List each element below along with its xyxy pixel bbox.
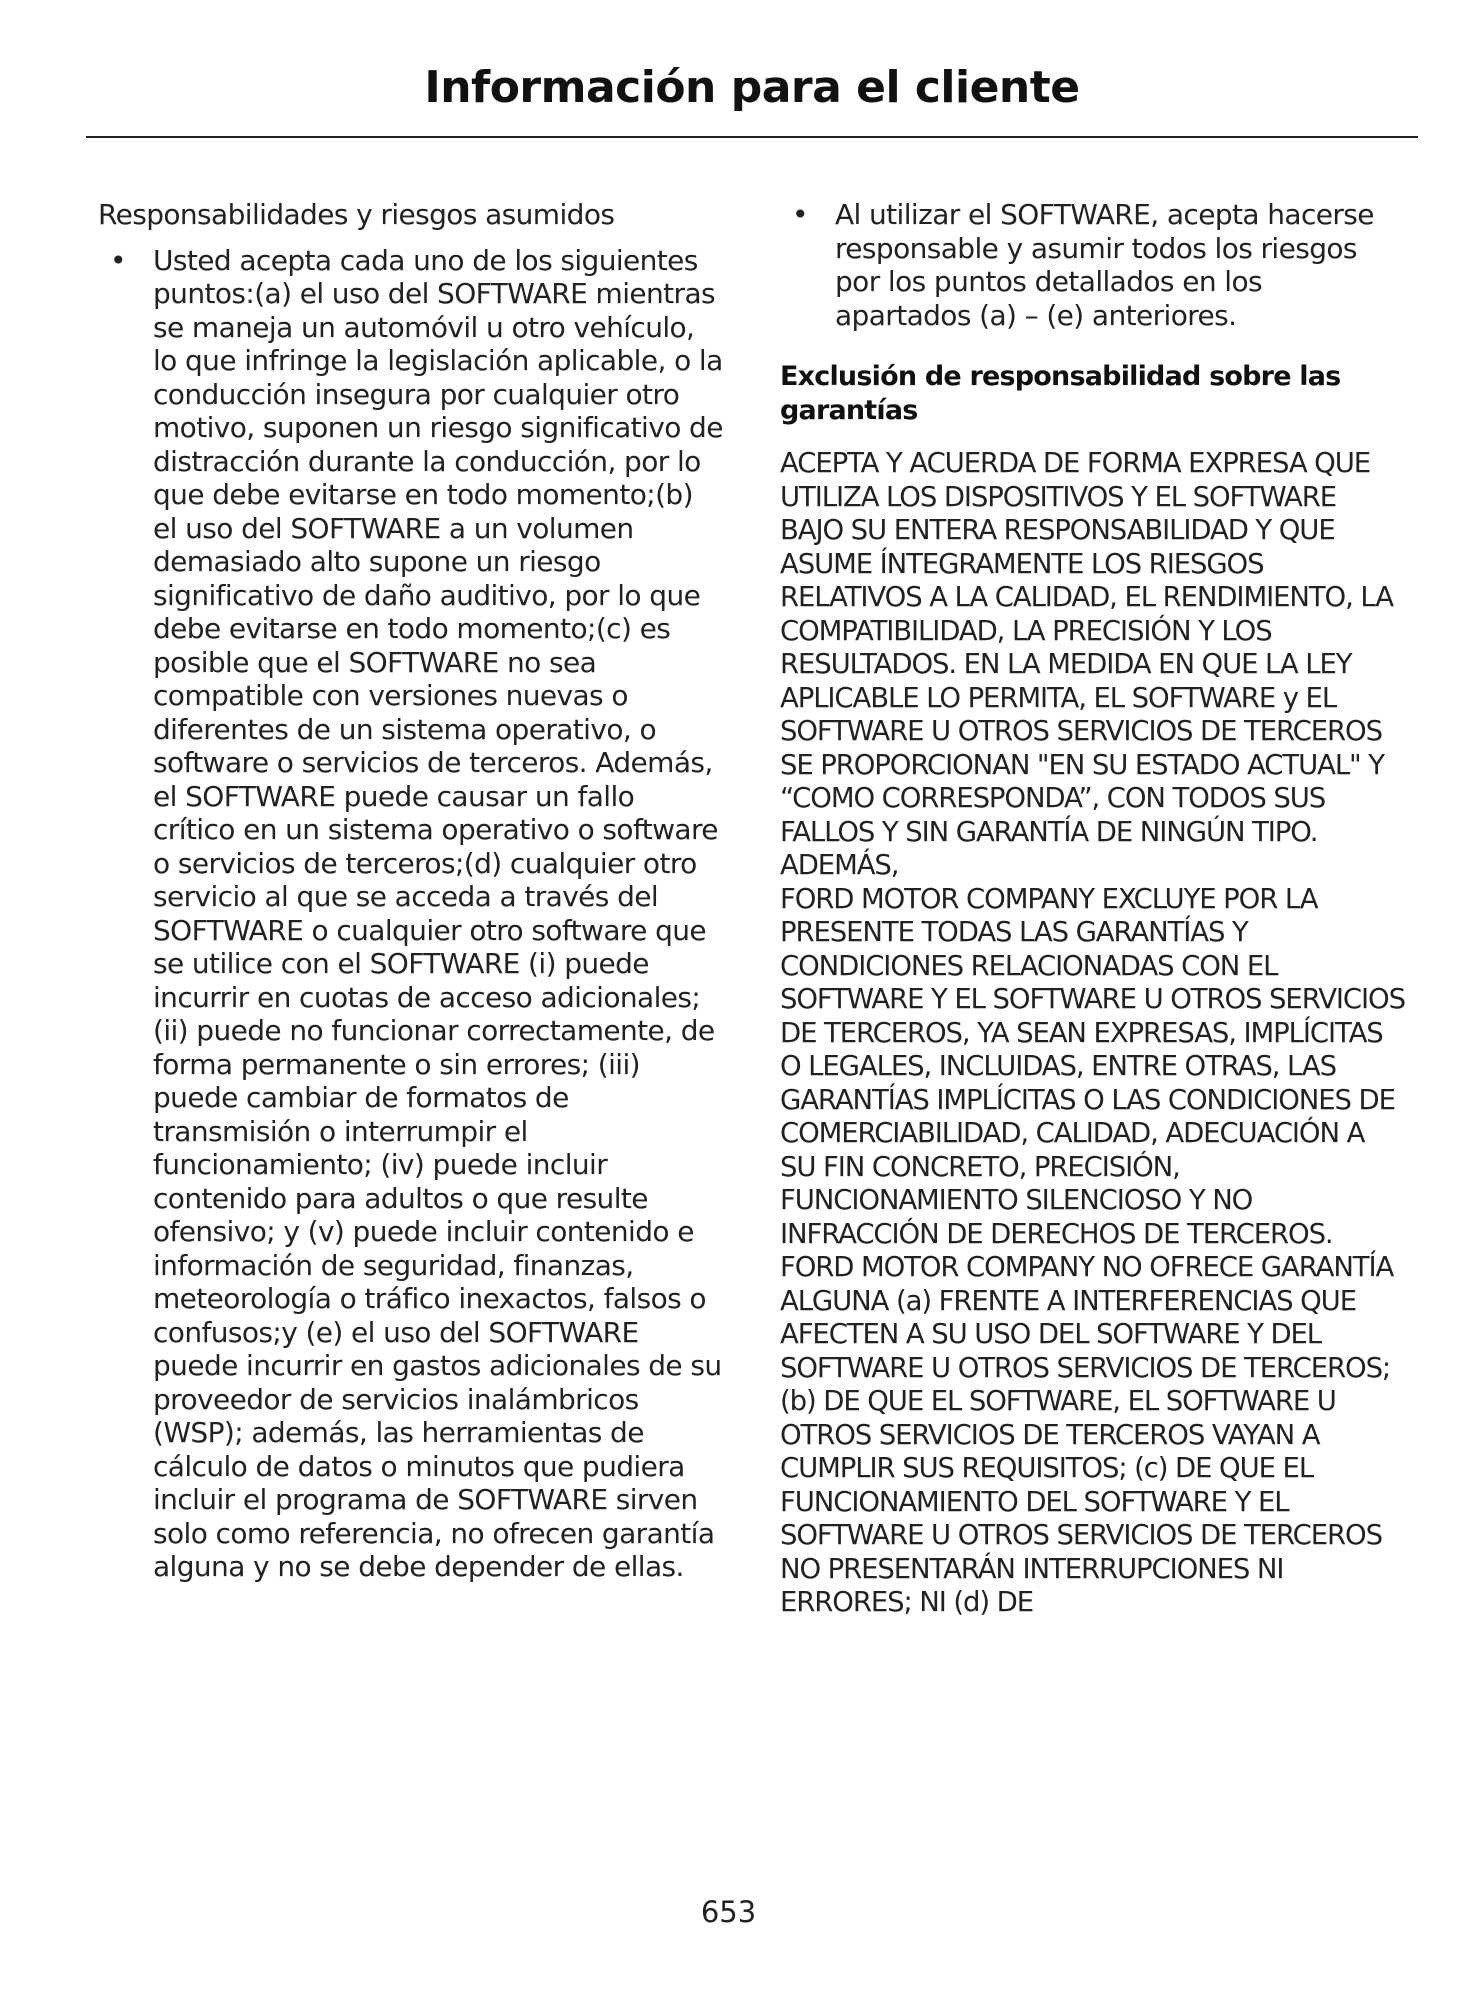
bullet-item-risks bbox=[780, 198, 1406, 332]
left-column bbox=[98, 198, 724, 1584]
header-divider bbox=[86, 136, 1418, 138]
bullet-text: Usted acepta cada uno de los siguientes puntos:(a) el uso del SOFTWARE mientras se maneja un automóvil u otro vehículo, lo que infringe la legislación aplicable, o la conducción insegura por cualquier otro motivo, suponen un riesgo significativo de distracción durante la conducción, por lo que debe evitarse en todo momento;(b) el uso del SOFTWARE a un volumen demasiado alto supone un riesgo significativo de daño auditivo, por lo que debe evitarse en todo momento;(c) es posible que el SOFTWARE no sea compatible con versiones nuevas o diferentes de un sistema operativo, o software o servicios de terceros. Además, el SOFTWARE puede causar un fallo crítico en un sistema operativo o software o servicios de terceros;(d) cualquier otro servicio al que se acceda a través del SOFTWARE o cualquier otro software que se utilice con el SOFTWARE (i) puede incurrir en cuotas de acceso adicionales; (ii) puede no funcionar correctamente, de forma permanente o sin errores; (iii) puede cambiar de formatos de transmisión o interrumpir el funcionamiento; (iv) puede incluir contenido para adultos o que resulte ofensivo; y (v) puede incluir contenido e información de seguridad, finanzas, meteorología o tráfico inexactos, falsos o confusos;y (e) el uso del SOFTWARE puede incurrir en gastos adicionales de su proveedor de servicios inalámbricos (WSP); además, las herramientas de cálculo de datos o minutos que pudiera incluir el programa de SOFTWARE sirven solo como referencia, no ofrecen garantía alguna y no se debe depender de ellas. bbox=[153, 243, 723, 1583]
warranty-paragraph-1: ACEPTA Y ACUERDA DE FORMA EXPRESA QUE UTILIZA LOS DISPOSITIVOS Y EL SOFTWARE BAJO SU ENTERA RESPONSABILIDAD Y QUE ASUME ÍNTEGRAMENTE LOS RIESGOS RELATIVOS A LA CALIDAD, EL RENDIMIENTO, LA COMPATIBILIDAD, LA PRECISIÓN Y LOS RESULTADOS. EN LA MEDIDA EN QUE LA LEY APLICABLE LO PERMITA, EL SOFTWARE y EL SOFTWARE U OTROS SERVICIOS DE TERCEROS SE PROPORCIONAN "EN SU ESTADO ACTUAL" Y “COMO CORRESPONDA”, CON TODOS SUS FALLOS Y SIN GARANTÍA DE NINGÚN TIPO. ADEMÁS, bbox=[780, 447, 1393, 881]
section-heading-warranty-disclaimer: Exclusión de responsabilidad sobre las garantías bbox=[780, 361, 1341, 426]
bullet-item-responsibilities bbox=[98, 244, 724, 1584]
bullet-icon: • bbox=[792, 198, 808, 231]
warranty-paragraph-2: FORD MOTOR COMPANY EXCLUYE POR LA PRESENTE TODAS LAS GARANTÍAS Y CONDICIONES RELACIONADAS CON EL SOFTWARE Y EL SOFTWARE U OTROS SERVICIOS DE TERCEROS, YA SEAN EXPRESAS, IMPLÍCITAS O LEGALES, INCLUIDAS, ENTRE OTRAS, LAS GARANTÍAS IMPLÍCITAS O LAS CONDICIONES DE COMERCIABILIDAD, CALIDAD, ADECUACIÓN A SU FIN CONCRETO, PRECISIÓN, FUNCIONAMIENTO SILENCIOSO Y NO INFRACCIÓN DE DERECHOS DE TERCEROS. FORD MOTOR COMPANY NO OFRECE GARANTÍA ALGUNA (a) FRENTE A INTERFERENCIAS QUE AFECTEN A SU USO DEL SOFTWARE Y DEL SOFTWARE U OTROS SERVICIOS DE TERCEROS; (b) DE QUE EL SOFTWARE, EL SOFTWARE U OTROS SERVICIOS DE TERCEROS VAYAN A CUMPLIR SUS REQUISITOS; (c) DE QUE EL FUNCIONAMIENTO DEL SOFTWARE Y EL SOFTWARE U OTROS SERVICIOS DE TERCEROS NO PRESENTARÁN INTERRUPCIONES NI ERRORES; NI (d) DE bbox=[780, 882, 1405, 1618]
section-subheading: Responsabilidades y riesgos asumidos bbox=[98, 198, 615, 231]
page-title: Información para el cliente bbox=[424, 62, 1080, 113]
bullet-icon: • bbox=[110, 243, 126, 277]
right-column bbox=[780, 198, 1406, 1620]
bullet-text: Al utilizar el SOFTWARE, acepta hacerse responsable y asumir todos los riesgos por los puntos detallados en los apartados (a) – (e) anteriores. bbox=[835, 198, 1374, 332]
page-number: 653 bbox=[700, 1895, 757, 1929]
